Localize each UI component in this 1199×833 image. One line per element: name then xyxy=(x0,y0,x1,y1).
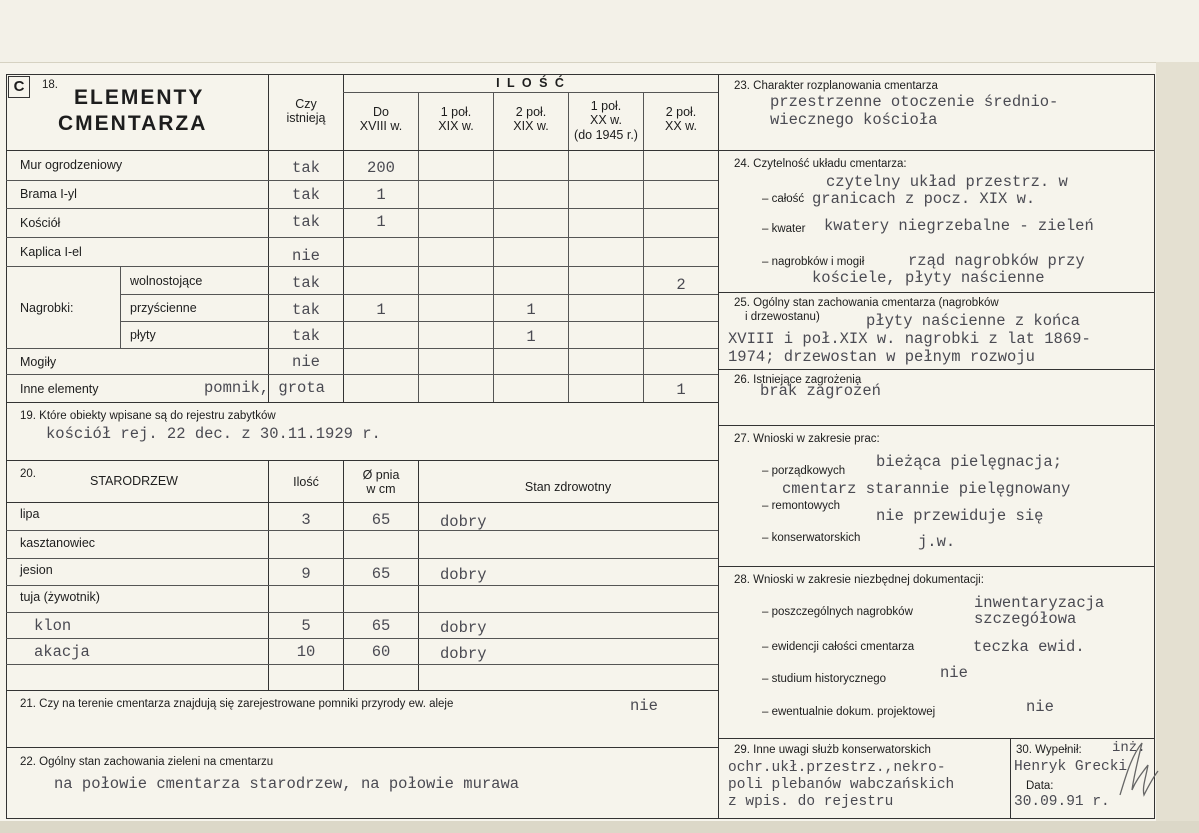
frame-top xyxy=(6,74,1155,75)
s24-kwater-value: kwatery niegrzebalne - zieleń xyxy=(824,217,1094,235)
s27-rem-value: nie przewiduje się xyxy=(876,507,1044,525)
row-label-nagrobki: Nagrobki: xyxy=(20,301,74,315)
grid-h xyxy=(718,292,1155,293)
grid-h xyxy=(120,321,718,322)
s25-v2: XVIII i poł.XIX w. nagrobki z lat 1869- xyxy=(728,330,1091,348)
row-value-przyscienne-exists: tak xyxy=(292,301,320,319)
col-header-1pol-xx-l3: (do 1945 r.) xyxy=(574,127,638,142)
frame-right xyxy=(1154,74,1155,818)
tree-cm: 65 xyxy=(371,511,391,529)
s20-col-ilosc: Ilość xyxy=(293,475,319,489)
col-header-1pol-xx-l2: XX w. xyxy=(590,113,622,128)
row-label-przyscienne: przyścienne xyxy=(130,301,197,315)
s24-kwater-label: – kwater xyxy=(762,223,806,235)
row-label-kaplica: Kaplica I-el xyxy=(20,245,82,259)
s25-label2: i drzewostanu) xyxy=(745,311,820,323)
scan-top-margin xyxy=(0,0,1199,63)
s28-ewid-value: teczka ewid. xyxy=(973,638,1085,656)
row-value-brama-c1: 1 xyxy=(376,186,386,204)
row-value-kosciol-exists: tak xyxy=(292,213,320,231)
s19-value: kościół rej. 22 dec. z 30.11.1929 r. xyxy=(46,425,381,443)
col-header-1pol-xix-l2: XIX w. xyxy=(438,119,474,134)
row-value-wolnostojace-exists: tak xyxy=(292,274,320,292)
s30-label: 30. Wypełnił: xyxy=(1016,744,1082,756)
s21-label: 21. Czy na terenie cmentarza znajdują się zarejestrowane pomniki przyrody ew. aleje xyxy=(20,698,454,710)
s28-stud-value: nie xyxy=(940,664,968,682)
row-label-inne: Inne elementy xyxy=(20,382,99,396)
s28-posz-v1: inwentaryzacja xyxy=(974,594,1105,612)
grid-v xyxy=(343,74,344,402)
s21-value: nie xyxy=(630,697,658,715)
s25-v3: 1974; drzewostan w pełnym rozwoju xyxy=(728,348,1035,366)
grid-h xyxy=(6,348,718,349)
s20-number: 20. xyxy=(20,468,36,480)
col-header-1pol-xx xyxy=(570,99,642,142)
row-label-mur: Mur ogrodzeniowy xyxy=(20,158,123,172)
col-header-czy-l1: Czy xyxy=(295,97,317,111)
row-value-mogily-exists: nie xyxy=(292,353,320,371)
row-value-przyscienne-c1: 1 xyxy=(376,301,386,319)
s28-ewent-label: – ewentualnie dokum. projektowej xyxy=(762,706,936,718)
s28-posz-v2: szczegółowa xyxy=(974,610,1077,628)
tree-stan: dobry xyxy=(440,513,487,531)
s27-kons-label: – konserwatorskich xyxy=(762,532,861,544)
grid-h xyxy=(6,402,718,403)
s23-value2: wiecznego kościoła xyxy=(770,111,938,129)
s23-value1: przestrzenne otoczenie średnio- xyxy=(770,93,1059,111)
section-title-line1: ELEMENTY xyxy=(74,86,205,109)
grid-v xyxy=(268,460,269,690)
col-header-1pol-xx-l1: 1 poł. xyxy=(590,99,622,113)
grid-h xyxy=(343,92,718,93)
grid-v xyxy=(493,92,494,402)
tree-qty: 10 xyxy=(296,643,316,661)
col-header-1pol-xix-l1: 1 poł. xyxy=(440,105,472,119)
col-header-ilosc: I L O Ś Ć xyxy=(496,76,566,90)
grid-v xyxy=(568,92,569,402)
grid-h xyxy=(6,638,718,639)
grid-h xyxy=(6,558,718,559)
col-header-do-xviii xyxy=(345,105,417,134)
row-value-brama-exists: tak xyxy=(292,186,320,204)
row-value-wolnostojace-c5: 2 xyxy=(676,276,686,294)
s28-label: 28. Wnioski w zakresie niezbędnej dokumentacji: xyxy=(734,574,984,586)
row-value-plyty-exists: tak xyxy=(292,327,320,345)
s29-label: 29. Inne uwagi służb konserwatorskich xyxy=(734,744,931,756)
grid-h xyxy=(6,585,718,586)
s26-label: 26. Istniejące zagrożenia xyxy=(734,374,862,386)
tree-cm: 60 xyxy=(371,643,391,661)
s24-calosc-v2: granicach z pocz. XIX w. xyxy=(812,190,1036,208)
grid-v xyxy=(643,92,644,402)
col-header-2pol-xx xyxy=(645,105,717,134)
s25-v1: płyty naścienne z końca xyxy=(866,312,1080,330)
col-header-1pol-xix xyxy=(420,105,492,134)
s27-label: 27. Wnioski w zakresie prac: xyxy=(734,433,880,445)
row-value-kosciol-c1: 1 xyxy=(376,213,386,231)
s28-ewid-label: – ewidencji całości cmentarza xyxy=(762,641,915,653)
grid-h xyxy=(6,150,718,151)
tree-name: kasztanowiec xyxy=(20,536,96,550)
s20-col-pnia xyxy=(345,468,417,497)
grid-h xyxy=(6,266,718,267)
grid-v xyxy=(418,460,419,690)
row-label-wolnostojace: wolnostojące xyxy=(130,274,203,288)
row-value-mur-c1: 200 xyxy=(367,159,395,177)
tree-stan: dobry xyxy=(440,645,487,663)
grid-v xyxy=(418,92,419,402)
s24-label: 24. Czytelność układu cmentarza: xyxy=(734,158,907,170)
grid-h xyxy=(6,460,718,461)
s30-date-label: Data: xyxy=(1026,780,1054,792)
grid-h xyxy=(718,150,1155,151)
grid-v xyxy=(268,74,269,402)
s24-calosc-v1: czytelny układ przestrz. w xyxy=(826,173,1068,191)
grid-v xyxy=(120,266,121,348)
s24-nagrob-v2: kościele, płyty naścienne xyxy=(812,269,1045,287)
grid-h xyxy=(718,369,1155,370)
s30-by1: inż. xyxy=(1112,740,1146,756)
s29-v2: poli plebanów wabczańskich xyxy=(728,777,955,793)
col-header-czy-l2: istnieją xyxy=(286,111,326,126)
s30-by2: Henryk Grecki xyxy=(1014,759,1128,775)
s30-date: 30.09.91 r. xyxy=(1014,794,1110,810)
s27-porz-v2: cmentarz starannie pielęgnowany xyxy=(782,480,1071,498)
col-header-2pol-xx-l1: 2 poł. xyxy=(665,105,697,119)
s29-v3: z wpis. do rejestru xyxy=(728,794,894,810)
s27-porz-label: – porządkowych xyxy=(762,465,846,477)
grid-h xyxy=(6,237,718,238)
tree-stan: dobry xyxy=(440,619,487,637)
col-header-2pol-xix xyxy=(495,105,567,134)
s19-label: 19. Które obiekty wpisane są do rejestru zabytków xyxy=(20,410,276,422)
s25-label1: 25. Ogólny stan zachowania cmentarza (nagrobków xyxy=(734,297,999,309)
grid-h xyxy=(718,738,1155,739)
scan-right-margin xyxy=(1156,62,1199,833)
frame-left xyxy=(6,74,7,818)
row-label-plyty: płyty xyxy=(130,328,156,342)
grid-h xyxy=(6,374,718,375)
row-label-brama: Brama I-yl xyxy=(20,187,77,201)
section-letter-box: C xyxy=(8,76,30,98)
s24-calosc-label: – całość xyxy=(762,193,805,205)
col-header-czy xyxy=(270,97,342,126)
s27-rem-label: – remontowych xyxy=(762,500,840,512)
s29-v1: ochr.ukł.przestrz.,nekro- xyxy=(728,760,946,776)
grid-v xyxy=(343,460,344,690)
s22-label: 22. Ogólny stan zachowania zieleni na cmentarzu xyxy=(20,756,274,768)
s20-col-pnia-l2: w cm xyxy=(366,482,396,497)
col-header-do-xviii-l2: XVIII w. xyxy=(359,119,403,134)
s28-posz-label: – poszczególnych nagrobków xyxy=(762,606,913,618)
s24-nagrob-label: – nagrobków i mogił xyxy=(762,256,865,268)
col-header-do-xviii-l1: Do xyxy=(373,105,389,119)
grid-h xyxy=(6,747,718,748)
col-header-2pol-xix-l2: XIX w. xyxy=(513,119,549,134)
grid-h xyxy=(6,612,718,613)
grid-h xyxy=(6,530,718,531)
row-value-przyscienne-c3: 1 xyxy=(526,301,536,319)
s20-col-pnia-l1: Ø pnia xyxy=(362,468,400,482)
row-value-plyty-c3: 1 xyxy=(526,328,536,346)
grid-h xyxy=(718,425,1155,426)
grid-h xyxy=(6,180,718,181)
s26-value: brak zagrożeń xyxy=(760,382,881,400)
s20-col-stan: Stan zdrowotny xyxy=(524,480,612,494)
row-value-inne-c5: 1 xyxy=(676,381,686,399)
s28-ewent-value: nie xyxy=(1026,698,1054,716)
tree-qty: 3 xyxy=(301,511,311,529)
scan-bottom-margin xyxy=(0,821,1199,833)
s20-title: STARODRZEW xyxy=(90,474,178,488)
s22-value: na połowie cmentarza starodrzew, na połowie murawa xyxy=(54,775,520,793)
s23-label: 23. Charakter rozplanowania cmentarza xyxy=(734,80,938,92)
s27-porz-v1: bieżąca pielęgnacja; xyxy=(876,453,1063,471)
tree-cm: 65 xyxy=(371,617,391,635)
tree-qty: 5 xyxy=(301,617,311,635)
row-label-mogily: Mogiły xyxy=(20,355,57,369)
tree-qty: 9 xyxy=(301,565,311,583)
grid-h xyxy=(6,664,718,665)
grid-h xyxy=(6,690,718,691)
grid-v xyxy=(1010,738,1011,818)
col-header-2pol-xix-l1: 2 poł. xyxy=(515,105,547,119)
tree-name: akacja xyxy=(34,643,90,661)
frame-bottom xyxy=(6,818,1155,819)
tree-name: jesion xyxy=(20,563,53,577)
tree-stan: dobry xyxy=(440,566,487,584)
row-value-inne: pomnik, grota xyxy=(204,379,325,397)
section-number: 18. xyxy=(42,79,58,91)
grid-h xyxy=(120,294,718,295)
col-header-2pol-xx-l2: XX w. xyxy=(665,119,697,134)
frame-middle xyxy=(718,74,719,818)
tree-name: klon xyxy=(34,617,72,635)
row-value-mur-exists: tak xyxy=(292,159,320,177)
s28-stud-label: – studium historycznego xyxy=(762,673,887,685)
tree-name: lipa xyxy=(20,507,40,521)
grid-h xyxy=(718,566,1155,567)
s24-nagrob-v1: rząd nagrobków przy xyxy=(908,252,1085,270)
tree-name: tuja (żywotnik) xyxy=(20,590,100,604)
tree-cm: 65 xyxy=(371,565,391,583)
grid-h xyxy=(6,208,718,209)
row-value-kaplica-exists: nie xyxy=(292,247,320,265)
grid-h xyxy=(6,502,718,503)
section-title-line2: CMENTARZA xyxy=(58,112,208,135)
s27-kons-value: j.w. xyxy=(918,533,956,551)
row-label-kosciol: Kościół xyxy=(20,216,61,230)
handwritten-signature xyxy=(1112,735,1162,805)
